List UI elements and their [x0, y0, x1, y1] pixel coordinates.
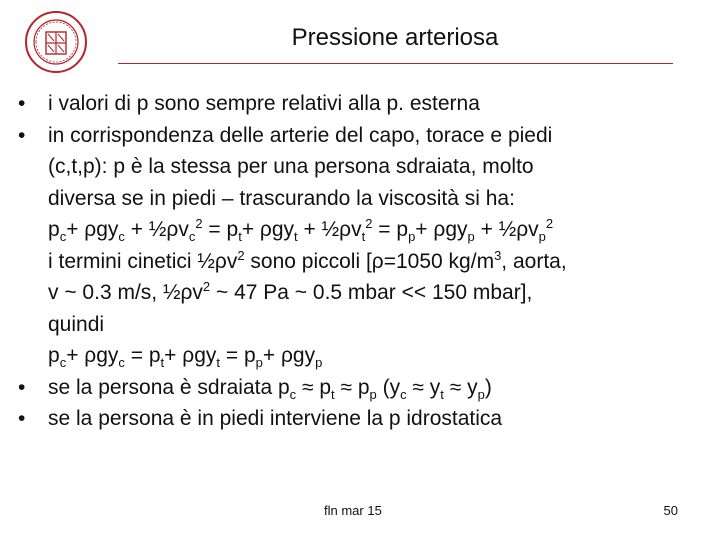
- eq1-term: + ½ρv: [124, 218, 189, 241]
- bullet-4-text: se la persona è in piedi interviene la p idrostatica: [48, 407, 503, 430]
- quindi-text: quindi: [48, 312, 105, 336]
- eq1-sub: p: [467, 229, 475, 245]
- bullet-marker: •: [18, 407, 26, 430]
- eq1-sub: t: [238, 229, 242, 245]
- eq2-term: = p: [220, 344, 256, 367]
- eq1-sub: t: [361, 229, 366, 245]
- eq1-sub: p: [408, 229, 416, 245]
- bullet-2: [18, 120, 708, 152]
- bullet-marker: •: [18, 123, 26, 147]
- eq1-sup: 2: [365, 216, 373, 231]
- quindi-line: [18, 309, 708, 341]
- kinetic-terms-line-2: [18, 277, 708, 309]
- eq2-term: + ρgy: [164, 344, 217, 367]
- eq2-sub: c: [59, 355, 67, 371]
- bullet-3-text: se la persona è sdraiata p: [48, 375, 290, 399]
- eq3-term: ≈ y: [443, 375, 478, 399]
- eq3-sub: t: [331, 386, 335, 402]
- kinetic-sup: 2: [237, 247, 245, 263]
- eq2-term: = p: [124, 344, 161, 367]
- eq3-sub: p: [369, 386, 377, 402]
- eq2-term: + ρgy: [262, 344, 316, 367]
- eq1-sup: 2: [195, 216, 203, 231]
- bullet-4: [18, 403, 708, 435]
- eq1-term: + ρgy: [415, 218, 468, 241]
- eq1-term: = p: [372, 218, 409, 241]
- eq1-sub: c: [59, 229, 67, 245]
- eq2-sub: t: [216, 355, 221, 371]
- equation-bernoulli: [18, 214, 708, 246]
- eq2-sub: t: [160, 355, 165, 371]
- eq2-term: + ρgy: [66, 344, 119, 367]
- eq3-sub: c: [400, 386, 407, 402]
- eq3-sub: t: [440, 386, 444, 402]
- kinetic-text-e: ~ 47 Pa ~ 0.5 mbar << 150 mbar],: [210, 281, 533, 304]
- eq2-p: p: [48, 344, 60, 367]
- bullet-2-line-3: [18, 183, 708, 215]
- eq1-term: + ρgy: [241, 218, 295, 241]
- eq3-sub: p: [477, 386, 485, 402]
- kinetic-sup: 2: [202, 279, 211, 294]
- eq3-term: ): [484, 375, 492, 399]
- kinetic-sup: 3: [494, 247, 502, 263]
- eq2-sub: p: [315, 355, 323, 371]
- eq1-term: + ρgy: [66, 218, 119, 241]
- footer-label: fln mar 15: [324, 503, 382, 518]
- eq3-term: ≈ y: [406, 375, 441, 399]
- eq3-sub: c: [289, 386, 297, 402]
- eq2-sub: c: [118, 355, 125, 371]
- equation-hydrostatic: [18, 340, 708, 372]
- eq1-sub: c: [118, 229, 125, 245]
- bullet-3: [18, 372, 708, 404]
- eq1-sub: t: [294, 229, 298, 245]
- bullet-2-text-cont-1: (c,t,p): p è la stessa per una persona sdraiata, molto: [48, 155, 534, 178]
- bullet-2-text-cont-2: diversa se in piedi – trascurando la viscosità si ha:: [48, 186, 515, 210]
- slide-title: Pressione arteriosa: [291, 24, 499, 51]
- eq1-term: + ½ρv: [297, 218, 362, 241]
- bullet-marker: •: [18, 92, 26, 115]
- bullet-1: [18, 88, 708, 120]
- kinetic-text-c: , aorta,: [501, 249, 567, 273]
- eq1-term: + ½ρv: [474, 218, 539, 241]
- kinetic-text-a: i termini cinetici ½ρv: [48, 249, 238, 273]
- bullet-marker: •: [18, 375, 26, 399]
- eq3-term: (y: [376, 375, 401, 399]
- eq1-p: p: [48, 218, 60, 241]
- kinetic-text-b: sono piccoli [ρ=1050 kg/m: [244, 249, 495, 273]
- eq1-sub: c: [188, 229, 196, 245]
- eq2-sub: p: [255, 355, 263, 371]
- eq1-sub: p: [538, 229, 546, 245]
- bullet-2-line-2: [18, 151, 708, 183]
- slide-body: [18, 88, 708, 435]
- title-divider: [118, 63, 673, 64]
- eq1-term: = p: [202, 218, 239, 241]
- eq3-term: ≈ p: [296, 375, 332, 399]
- kinetic-terms-line: [18, 246, 708, 278]
- page-number: 50: [663, 503, 678, 518]
- eq3-term: ≈ p: [334, 375, 370, 399]
- bullet-2-text: in corrispondenza delle arterie del capo, torace e piedi: [48, 123, 553, 147]
- kinetic-text-d: v ~ 0.3 m/s, ½ρv: [48, 281, 203, 304]
- bullet-1-text: i valori di p sono sempre relativi alla p. esterna: [48, 92, 480, 115]
- eq1-sup: 2: [545, 216, 554, 231]
